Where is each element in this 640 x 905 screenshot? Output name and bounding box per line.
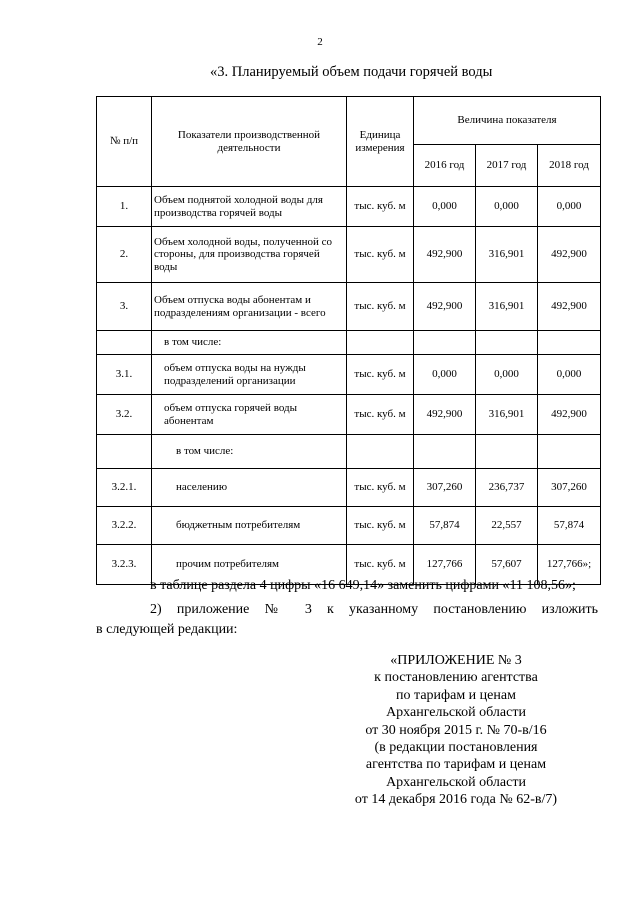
table-row [97,355,601,395]
row-label: прочим потребителям [152,545,347,585]
row-value-2017: 57,607 [476,545,538,585]
header-year-2016: 2016 год [414,145,476,187]
row-value-2018: 0,000 [538,187,601,227]
row-label: Объем поднятой холодной воды для производства горячей воды [152,187,347,227]
appendix-line: от 14 декабря 2016 года № 62-в/7) [354,792,558,808]
row-unit: тыс. куб. м [347,395,414,435]
table-row [97,435,601,469]
row-value-2016: 0,000 [414,187,476,227]
section-title: «3. Планируемый объем подачи горячей воды [210,64,493,80]
appendix-line: агентства по тарифам и ценам [365,757,547,773]
appendix-header [336,652,576,809]
row-value-2016: 57,874 [414,507,476,545]
row-unit: тыс. куб. м [347,283,414,331]
row-unit: тыс. куб. м [347,355,414,395]
table-row [97,283,601,331]
row-value-2016: 307,260 [414,469,476,507]
row-value-2017: 316,901 [476,227,538,283]
row-num: 1. [97,187,152,227]
row-unit: тыс. куб. м [347,507,414,545]
header-row-1 [97,97,601,145]
row-value-2017: 0,000 [476,355,538,395]
row-num: 3.2.1. [97,469,152,507]
row-value-2017: 22,557 [476,507,538,545]
row-value-2017: 316,901 [476,395,538,435]
row-value-2016 [414,331,476,355]
row-value-2018: 492,900 [538,283,601,331]
row-unit: тыс. куб. м [347,545,414,585]
row-value-2016: 492,900 [414,227,476,283]
row-value-2016: 0,000 [414,355,476,395]
row-num: 3.2.3. [97,545,152,585]
row-value-2017: 0,000 [476,187,538,227]
row-value-2018: 127,766»; [538,545,601,585]
row-label: в том числе: [152,331,347,355]
row-value-2016: 127,766 [414,545,476,585]
row-unit: тыс. куб. м [347,187,414,227]
row-value-2016 [414,435,476,469]
row-value-2017 [476,435,538,469]
row-num: 2. [97,227,152,283]
row-label: объем отпуска воды на нужды подразделений организации [152,355,347,395]
row-label: объем отпуска горячей воды абонентам [152,395,347,435]
table-row [97,395,601,435]
row-value-2018: 492,900 [538,227,601,283]
row-unit [347,435,414,469]
table-row [97,331,601,355]
appendix-line: к постановлению агентства [374,670,538,686]
row-value-2018: 307,260 [538,469,601,507]
row-unit: тыс. куб. м [347,469,414,507]
row-value-2017: 236,737 [476,469,538,507]
row-num: 3.2. [97,395,152,435]
appendix-line: (в редакции постановления [374,740,538,756]
appendix-line: «ПРИЛОЖЕНИЕ № 3 [390,653,522,668]
row-num: 3.1. [97,355,152,395]
row-label: в том числе: [152,435,347,469]
paragraph-1: в таблице раздела 4 цифры «16 649,14» заменить цифрами «11 108,56»; [150,578,576,593]
header-year-2017: 2017 год [476,145,538,187]
row-value-2018: 57,874 [538,507,601,545]
header-year-2018: 2018 год [538,145,601,187]
header-num: № п/п [97,97,152,187]
header-indicator: Показатели производственной деятельности [152,97,347,187]
row-num: 3.2.2. [97,507,152,545]
page-number: 2 [317,36,323,48]
row-unit [347,331,414,355]
paragraph-2-line-1: 2) приложение № 3 к указанному постановлению изложить [150,602,598,617]
row-label: населению [152,469,347,507]
hot-water-supply-table [96,96,601,585]
table-body [97,187,601,585]
row-label: Объем холодной воды, полученной со стороны, для производства горячей воды [152,227,347,283]
header-value-group: Величина показателя [414,97,601,145]
row-label: Объем отпуска воды абонентам и подразделениям организации - всего [152,283,347,331]
row-value-2018 [538,435,601,469]
row-unit: тыс. куб. м [347,227,414,283]
header-unit: Единица измерения [347,97,414,187]
row-value-2017: 316,901 [476,283,538,331]
appendix-line: по тарифам и ценам [396,687,516,703]
row-value-2017 [476,331,538,355]
table-row [97,507,601,545]
table-row [97,227,601,283]
appendix-line: от 30 ноября 2015 г. № 70-в/16 [365,722,547,738]
row-value-2018: 492,900 [538,395,601,435]
row-value-2016: 492,900 [414,395,476,435]
row-num [97,435,152,469]
appendix-line: Архангельской области [386,705,526,721]
row-num [97,331,152,355]
appendix-line: Архангельской области [386,774,526,790]
row-label: бюджетным потребителям [152,507,347,545]
table-row [97,187,601,227]
row-value-2016: 492,900 [414,283,476,331]
row-value-2018: 0,000 [538,355,601,395]
paragraph-2-line-2: в следующей редакции: [96,622,238,637]
row-num: 3. [97,283,152,331]
row-value-2018 [538,331,601,355]
table-row [97,469,601,507]
